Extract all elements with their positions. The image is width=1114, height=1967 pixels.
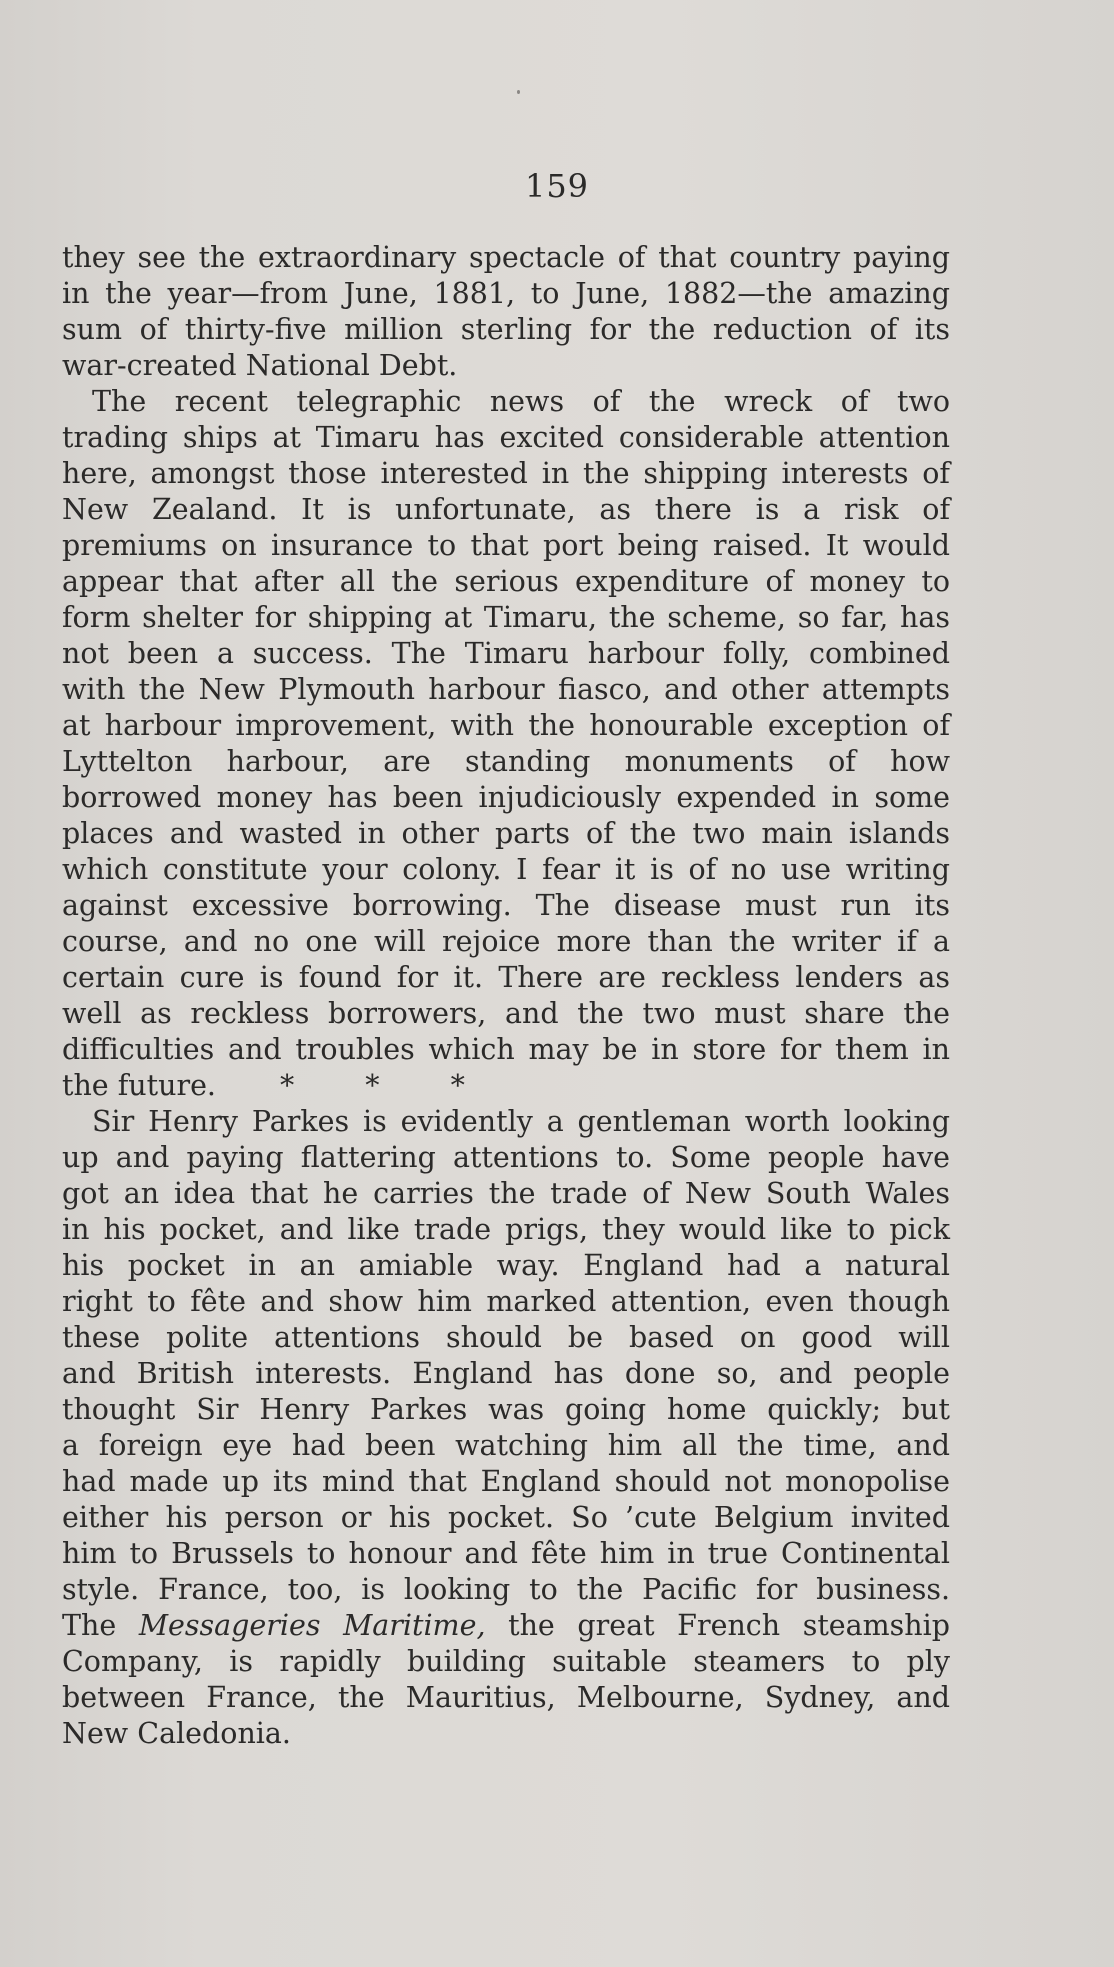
text-line: places and wasted in other parts of the two main islands — [62, 817, 950, 850]
text-line: thought Sir Henry Parkes was going home quickly; but — [62, 1393, 950, 1426]
text-line: at harbour improvement, with the honourable exception of — [62, 709, 950, 742]
text-line: New Caledonia. — [62, 1717, 291, 1750]
text-line: trading ships at Timaru has excited considerable attention — [62, 421, 950, 454]
text-line: with the New Plymouth harbour fiasco, and other attempts — [62, 673, 950, 706]
text-line: well as reckless borrowers, and the two must share the — [62, 997, 950, 1030]
text-line-with-break — [62, 1068, 950, 1104]
paper-speck — [517, 90, 520, 94]
text-line: got an idea that he carries the trade of New South Wales — [62, 1177, 950, 1210]
text-line: difficulties and troubles which may be in store for them in — [62, 1033, 950, 1066]
text-line: course, and no one will rejoice more than the writer if a — [62, 925, 950, 958]
body-text — [62, 240, 950, 1752]
text-line-with-italic — [62, 1608, 950, 1644]
text-fragment: The — [62, 1609, 117, 1642]
text-fragment: the future. — [62, 1069, 216, 1102]
text-line: war-created National Debt. — [62, 349, 458, 382]
text-line: sum of thirty-five million sterling for the reduction of its — [62, 313, 950, 346]
text-line: not been a success. The Timaru harbour folly, combined — [62, 637, 950, 670]
text-line: his pocket in an amiable way. England had a natural — [62, 1249, 950, 1282]
text-line: against excessive borrowing. The disease must run its — [62, 889, 950, 922]
text-line: form shelter for shipping at Timaru, the scheme, so far, has — [62, 601, 950, 634]
text-line: here, amongst those interested in the shipping interests of — [62, 457, 950, 490]
text-line: The recent telegraphic news of the wreck of two — [92, 385, 950, 418]
text-line: between France, the Mauritius, Melbourne, Sydney, and — [62, 1681, 950, 1714]
text-line: either his person or his pocket. So ’cute Belgium invited — [62, 1501, 950, 1534]
text-line: in his pocket, and like trade prigs, they would like to pick — [62, 1213, 950, 1246]
text-line: New Zealand. It is unfortunate, as there is a risk of — [62, 493, 950, 526]
text-line: premiums on insurance to that port being raised. It would — [62, 529, 950, 562]
text-line: him to Brussels to honour and fête him in true Continental — [62, 1537, 950, 1570]
text-line: right to fête and show him marked attention, even though — [62, 1285, 950, 1318]
text-line: which constitute your colony. I fear it is of no use writing — [62, 853, 950, 886]
text-line: Sir Henry Parkes is evidently a gentleman worth looking — [92, 1105, 950, 1138]
text-line: Lyttelton harbour, are standing monuments of how — [62, 745, 950, 778]
text-line: a foreign eye had been watching him all the time, and — [62, 1429, 950, 1462]
section-break-asterisks: * * * — [280, 1069, 465, 1102]
text-line: certain cure is found for it. There are reckless lenders as — [62, 961, 950, 994]
text-line: style. France, too, is looking to the Pacific for business. — [62, 1573, 950, 1606]
text-line: appear that after all the serious expenditure of money to — [62, 565, 950, 598]
text-line: they see the extraordinary spectacle of that country paying — [62, 241, 950, 274]
text-fragment: the great French steamship — [508, 1609, 951, 1642]
page-number: 159 — [524, 167, 590, 205]
text-line: in the year—from June, 1881, to June, 1882—the amazing — [62, 277, 950, 310]
text-line: Company, is rapidly building suitable steamers to ply — [62, 1645, 950, 1678]
text-line: and British interests. England has done so, and people — [62, 1357, 950, 1390]
italic-company-name: Messageries Maritime, — [138, 1609, 486, 1642]
text-line: these polite attentions should be based on good will — [62, 1321, 950, 1354]
text-line: borrowed money has been injudiciously expended in some — [62, 781, 950, 814]
text-line: up and paying flattering attentions to. Some people have — [62, 1141, 950, 1174]
text-line: had made up its mind that England should not monopolise — [62, 1465, 950, 1498]
